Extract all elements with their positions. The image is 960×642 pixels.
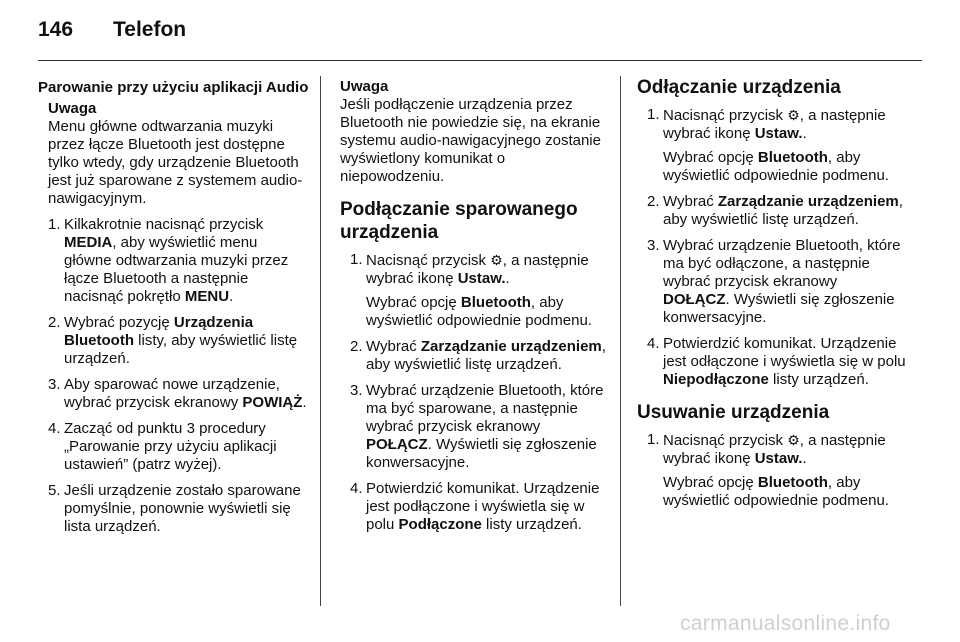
step-text: Wybrać pozycję (64, 314, 174, 331)
section-body-disconnect (637, 106, 907, 389)
step-item (647, 106, 907, 185)
note-title: Uwaga (340, 78, 389, 95)
column-divider-2 (620, 76, 621, 606)
option-name: Bluetooth (460, 294, 531, 311)
step-text: . (229, 288, 234, 305)
step-number: 4. (350, 480, 363, 497)
step-text: . Wyświetli się zgłoszenie konwersacyjne. (366, 436, 597, 471)
step-text: Aby sparować nowe urządzenie, wybrać przycisk ekranowy (64, 376, 280, 411)
step-item (350, 480, 606, 534)
step-text: Wybrać (366, 338, 421, 355)
header-rule (38, 60, 922, 61)
icon-name: Ustaw. (457, 270, 506, 287)
page-title: Telefon (113, 18, 187, 41)
note-title: Uwaga (48, 100, 97, 117)
column-divider-1 (320, 76, 321, 606)
column-1 (38, 70, 308, 544)
field-name: Niepodłączone (663, 371, 769, 388)
column-2 (340, 70, 606, 542)
section-heading-audio-pairing: Parowanie przy użyciu aplikacji Audio (38, 79, 309, 96)
step-item (647, 193, 907, 229)
step-text: , aby wyświetlić odpowiednie podmenu. (663, 474, 889, 509)
step-item (48, 314, 308, 368)
step-text: , aby wyświetlić listę urządzeń. (366, 338, 606, 373)
step-text: , aby wyświetlić odpowiednie podmenu. (366, 294, 592, 329)
menu-item-name: Zarządzanie urządzeniem (717, 193, 899, 210)
button-name: MEDIA (64, 234, 113, 251)
section-heading-delete: Usuwanie urządzenia (637, 402, 830, 423)
note-box (48, 100, 308, 208)
section-body-connect (340, 251, 606, 534)
step-text: Nacisnąć przycisk (663, 432, 788, 449)
step-number: 3. (350, 382, 363, 399)
step-item (48, 376, 308, 412)
step-text: , aby wyświetlić odpowiednie podmenu. (663, 149, 889, 184)
step-text: , a następnie wybrać ikonę (663, 107, 886, 142)
section-body-delete (637, 431, 907, 510)
step-text: Wybrać opcję (663, 149, 758, 166)
icon-name: Ustaw. (754, 450, 803, 467)
step-item (48, 420, 308, 474)
settings-icon: ⚙ (787, 107, 800, 123)
step-number: 3. (48, 376, 61, 393)
step-number: 2. (350, 338, 363, 355)
section-heading-connect: Podłączanie sparowanego urządzenia (340, 199, 578, 243)
section-body-audio-pairing (38, 100, 308, 536)
step-number: 4. (647, 335, 660, 352)
menu-item-name: Urządzenia Bluetooth (64, 314, 254, 349)
button-name: POWIĄŻ (242, 394, 303, 411)
step-number: 5. (48, 482, 61, 499)
step-text: . (802, 125, 807, 142)
step-text: . (802, 450, 807, 467)
step-text: Jeśli urządzenie zostało sparowane pomyślnie, ponownie wyświetli się lista urządzeń. (64, 482, 301, 535)
step-text: Wybrać urządzenie Bluetooth, które ma być odłączone, a następnie wybrać przycisk ekranowy (663, 237, 901, 290)
step-text: . Wyświetli się zgłoszenie konwersacyjne. (663, 291, 895, 326)
step-text: . (505, 270, 510, 287)
step-text: , a następnie wybrać ikonę (663, 432, 886, 467)
step-item (350, 382, 606, 472)
page-header (38, 18, 922, 48)
step-text: Potwierdzić komunikat. Urządzenie jest podłączone i wyświetla się w polu (366, 480, 600, 533)
step-item (350, 338, 606, 374)
step-text: listy urządzeń. (481, 516, 582, 533)
step-text: , a następnie wybrać ikonę (366, 252, 589, 287)
button-name: POŁĄCZ (366, 436, 428, 453)
step-number: 3. (647, 237, 660, 254)
step-item (48, 216, 308, 306)
step-text: Nacisnąć przycisk (366, 252, 491, 269)
step-text: Potwierdzić komunikat. Urządzenie jest odłączone i wyświetla się w polu (663, 335, 906, 370)
menu-item-name: Zarządzanie urządzeniem (420, 338, 602, 355)
settings-icon: ⚙ (787, 432, 800, 448)
option-name: Bluetooth (757, 474, 828, 491)
step-text: Wybrać urządzenie Bluetooth, które ma być sparowane, a następnie wybrać przycisk ekranowy (366, 382, 604, 435)
step-number: 2. (647, 193, 660, 210)
step-item (647, 335, 907, 389)
step-item (647, 431, 907, 510)
note-text: Menu główne odtwarzania muzyki przez łącze Bluetooth jest dostępne tylko wtedy, gdy urządzenie Bluetooth jest już sparowane z systemem audio-nawigacyjnym. (48, 118, 303, 207)
step-number: 1. (647, 106, 660, 123)
note-box (340, 78, 606, 186)
note-text: Jeśli podłączenie urządzenia przez Bluetooth nie powiedzie się, na ekranie systemu audio-nawigacyjnego zostanie wyświetlony komunikat o niepowodzeniu. (340, 96, 601, 185)
step-text: Wybrać (663, 193, 718, 210)
watermark: carmanualsonline.info (680, 612, 891, 635)
step-number: 1. (48, 216, 61, 233)
button-name: MENU (184, 288, 230, 305)
step-item (48, 482, 308, 536)
step-item (647, 237, 907, 327)
page-number: 146 (38, 18, 74, 41)
step-text: Wybrać opcję (663, 474, 758, 491)
step-text: Zacząć od punktu 3 procedury „Parowanie przy użyciu aplikacji ustawień” (patrz wyżej). (64, 420, 277, 473)
step-text: , aby wyświetlić listę urządzeń. (663, 193, 903, 228)
step-text: listy, aby wyświetlić listę urządzeń. (64, 332, 298, 367)
settings-icon: ⚙ (490, 252, 503, 268)
step-text: Kilkakrotnie nacisnąć przycisk (64, 216, 264, 233)
step-text: Nacisnąć przycisk (663, 107, 788, 124)
button-name: DOŁĄCZ (663, 291, 726, 308)
section-heading-disconnect: Odłączanie urządzenia (637, 77, 841, 98)
column-3 (637, 70, 907, 518)
step-number: 1. (647, 431, 660, 448)
step-text: . (302, 394, 307, 411)
icon-name: Ustaw. (754, 125, 803, 142)
step-number: 2. (48, 314, 61, 331)
step-item (350, 251, 606, 330)
step-text: listy urządzeń. (768, 371, 869, 388)
step-text: , aby wyświetlić menu główne odtwarzania muzyki przez łącze Bluetooth a następnie nacisnąć pokrętło (64, 234, 289, 305)
option-name: Bluetooth (757, 149, 828, 166)
step-text: Wybrać opcję (366, 294, 461, 311)
step-number: 1. (350, 251, 363, 268)
step-number: 4. (48, 420, 61, 437)
field-name: Podłączone (398, 516, 482, 533)
